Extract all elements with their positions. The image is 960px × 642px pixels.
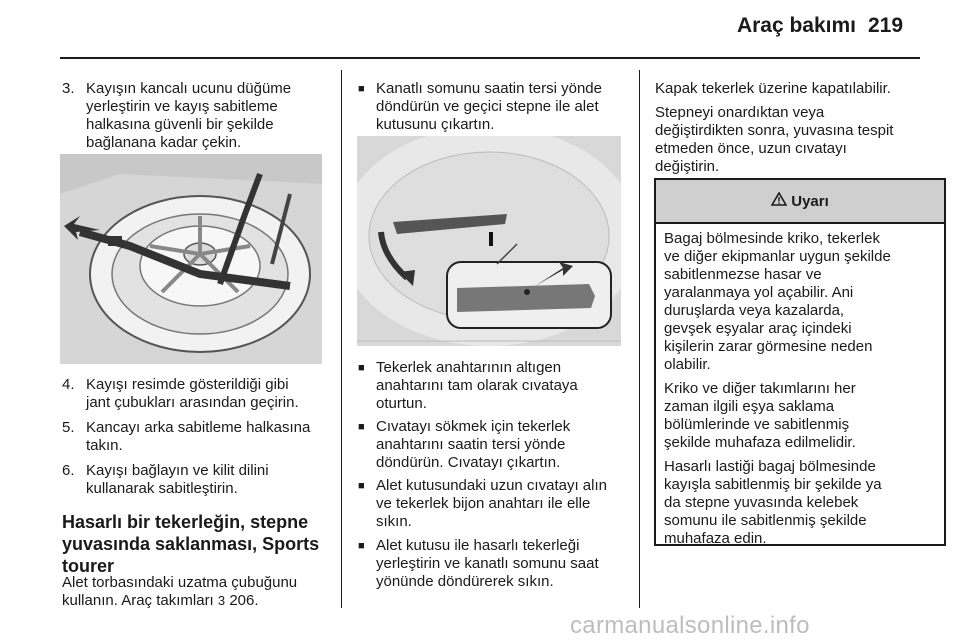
- step-number: 4.: [62, 376, 75, 393]
- bullet-icon: ■: [358, 480, 365, 492]
- page-header-title: Araç bakımı: [736, 14, 856, 37]
- bullet-line: anahtarını saatin tersi yönde: [376, 436, 566, 453]
- tool-box-illustration: [357, 136, 621, 346]
- bullet-icon: ■: [358, 421, 365, 433]
- paragraph-line: Alet torbasındaki uzatma çubuğunu: [62, 574, 298, 591]
- heading-line: Hasarlı bir tekerleğin, stepne: [62, 512, 309, 532]
- paragraph-line: etmeden önce, uzun cıvatayı: [655, 140, 847, 157]
- bullet-line: Alet kutusundaki uzun cıvatayı alın: [376, 477, 607, 494]
- bullet-icon: ■: [358, 362, 365, 374]
- warning-box: [654, 178, 946, 546]
- step-number: 5.: [62, 419, 75, 436]
- page-number: 219: [868, 14, 904, 37]
- step-3: [62, 80, 332, 152]
- bullet-line: döndürün. Cıvatayı çıkartın.: [376, 454, 561, 471]
- bullet-icon: ■: [358, 540, 365, 552]
- bullet-item: [358, 477, 633, 531]
- step-line: Kancayı arka sabitleme halkasına: [86, 419, 311, 436]
- bullet-line: döndürün ve geçici stepne ile alet: [376, 98, 599, 115]
- step-line: takın.: [86, 437, 123, 454]
- warning-paragraph: Bagaj bölmesinde kriko, tekerlek ve diğer ekipmanlar uygun şekilde sabitlenmezse hasar ve yaralanmaya yol açabilir. Ani duruşlarda veya kazalarda, gevşek eşyalar araç içindeki kişilerin zarar görmesine neden olabilir.: [664, 230, 891, 373]
- column-divider-1: [341, 70, 342, 608]
- warning-paragraph: Kriko ve diğer takımlarını her zaman ilgili eşya saklama bölümlerinde ve sabitlenmiş şekilde muhafaza edilmelidir.: [664, 380, 856, 451]
- paragraph: [655, 104, 950, 176]
- bullet-line: Alet kutusu ile hasarlı tekerleği: [376, 537, 580, 554]
- heading-line: tourer: [62, 556, 115, 576]
- bullet-line: anahtarını tam olarak cıvataya: [376, 377, 578, 394]
- step-line: bağlanana kadar çekin.: [86, 134, 242, 151]
- step-line: jant çubukları arasından geçirin.: [86, 394, 299, 411]
- step-6: [62, 462, 332, 498]
- warning-header: [656, 180, 944, 224]
- bullet-line: oturtun.: [376, 395, 427, 412]
- header-divider: [60, 57, 920, 59]
- bullet-item: [358, 418, 633, 472]
- page-reference-icon: 3: [217, 593, 226, 608]
- warning-triangle-icon: [771, 192, 787, 210]
- step-line: Kayışı resimde gösterildiği gibi: [86, 376, 289, 393]
- bullet-icon: ■: [358, 83, 365, 95]
- bullet-line: yerleştirin ve kanatlı somunu saat: [376, 555, 599, 572]
- paragraph-line: Stepneyi onardıktan veya: [655, 104, 825, 121]
- paragraph-line: değiştirin.: [655, 158, 720, 175]
- step-line: yerleştirin ve kayış sabitleme: [86, 98, 278, 115]
- section-heading: [62, 511, 337, 577]
- step-line: Kayışı bağlayın ve kilit dilini: [86, 462, 269, 479]
- paragraph: Kapak tekerlek üzerine kapatılabilir.: [655, 80, 891, 97]
- warning-paragraph: Hasarlı lastiği bagaj bölmesinde kayışla sabitlenmiş bir şekilde ya da stepne yuvasında kelebek somunu ile sabitlenmiş şekilde muhafaza edin.: [664, 458, 882, 547]
- paragraph-line-with-ref: kullanın. Araç takımları 3 206.: [62, 592, 259, 609]
- warning-title: Uyarı: [791, 192, 829, 210]
- bullet-item: [358, 359, 633, 413]
- bullet-line: Cıvatayı sökmek için tekerlek: [376, 418, 571, 435]
- step-line: kullanarak sabitleştirin.: [86, 480, 238, 497]
- column-divider-2: [639, 70, 640, 608]
- spare-wheel-strap-illustration: [60, 154, 322, 364]
- bullet-line: ve tekerlek bijon anahtarı ile elle: [376, 495, 591, 512]
- bullet-line: Tekerlek anahtarının altıgen: [376, 359, 562, 376]
- bullet-item: [358, 80, 633, 134]
- step-5: [62, 419, 337, 455]
- watermark: carmanualsonline.info: [570, 612, 810, 639]
- step-number: 3.: [62, 80, 75, 97]
- step-4: [62, 376, 332, 412]
- section-paragraph: [62, 574, 337, 610]
- bullet-item: [358, 537, 633, 591]
- step-number: 6.: [62, 462, 75, 479]
- bullet-line: Kanatlı somunu saatin tersi yönde: [376, 80, 602, 97]
- page-reference: 206.: [229, 592, 259, 609]
- heading-line: yuvasında saklanması, Sports: [62, 534, 320, 554]
- paragraph-line: değiştirdikten sonra, yuvasına tespit: [655, 122, 894, 139]
- step-line: halkasına güvenli bir şekilde: [86, 116, 274, 133]
- step-line: Kayışın kancalı ucunu düğüme: [86, 80, 292, 97]
- bullet-line: kutusunu çıkartın.: [376, 116, 495, 133]
- bullet-line: yönünde döndürerek sıkın.: [376, 573, 554, 590]
- bullet-line: sıkın.: [376, 513, 412, 530]
